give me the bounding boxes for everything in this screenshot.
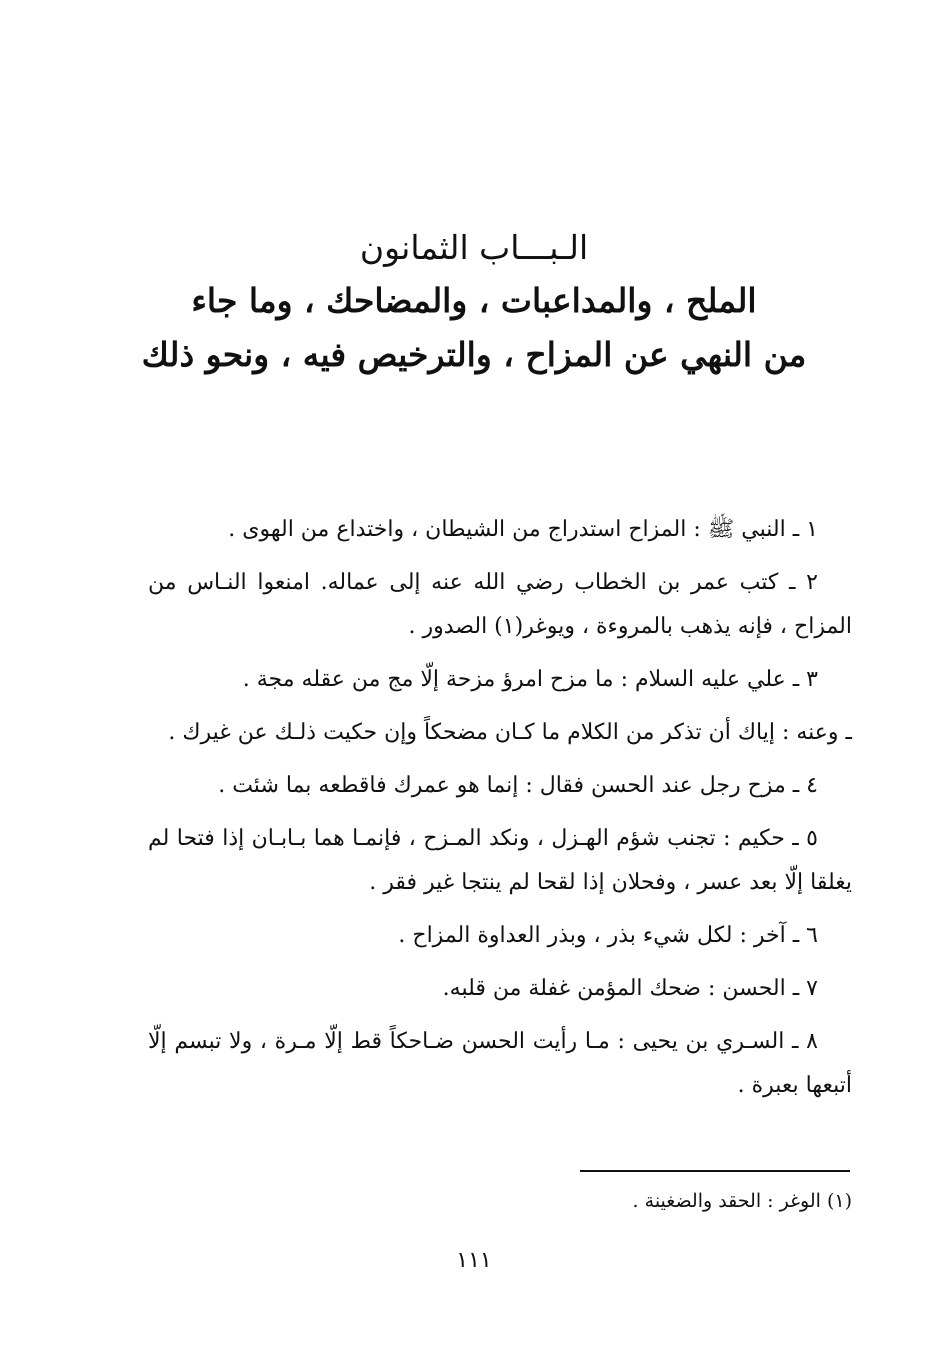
saying-item: ٨ ـ السـري بن يحيى : مـا رأيت الحسن ضـاحكاً قط إلّا مـرة ، ولا تبسم إلّا أتبعها بعبرة . [148,1029,852,1098]
page-number: ١١١ [456,1248,492,1273]
chapter-subtitle-line2: من النهي عن المزاح ، والترخيص فيه ، ونحو ذلك [141,335,807,374]
saying-item: ٢ ـ كتب عمر بن الخطاب رضي الله عنه إلى عماله. امنعوا النـاس من المزاح ، فإنه يذهب بالمروءة ، ويوغر(١) الصدور . [148,570,852,639]
saying-item: ـ وعنه : إياك أن تذكر من الكلام ما كـان مضحكاً وإن حكيت ذلـك عن غيرك . [168,720,852,745]
chapter-heading [120,222,828,382]
chapter-title: الـبـــاب الثمانون [359,228,589,267]
chapter-subtitle-line1: الملح ، والمداعبات ، والمضاحك ، وما جاء [191,281,757,320]
saying-item: ٥ ـ حكيم : تجنب شؤم الهـزل ، ونكد المـزح ، فإنمـا هما بـابـان إذا فتحا لم يغلقا إلّا بعد عسر ، وفحلان إذا لقحا لم ينتجا غير فقر . [148,826,852,895]
saying-item: ٤ ـ مزح رجل عند الحسن فقال : إنما هو عمرك فاقطعه بما شئت . [218,773,818,798]
saying-item: ١ ـ النبي ﷺ : المزاح استدراج من الشيطان ، واختداع من الهوى . [228,517,818,542]
saying-item: ٧ ـ الحسن : ضحك المؤمن غفلة من قلبه. [442,976,818,1001]
saying-item: ٦ ـ آخر : لكل شيء بذر ، وبذر العداوة المزاح . [398,923,818,948]
chapter-body [148,508,852,1117]
saying-item: ٣ ـ علي عليه السلام : ما مزح امرؤ مزحة إلّا مج من عقله مجة . [242,667,818,692]
footnote: (١) الوغر : الحقد والضغينة . [632,1190,852,1212]
footnote-divider [580,1170,850,1172]
